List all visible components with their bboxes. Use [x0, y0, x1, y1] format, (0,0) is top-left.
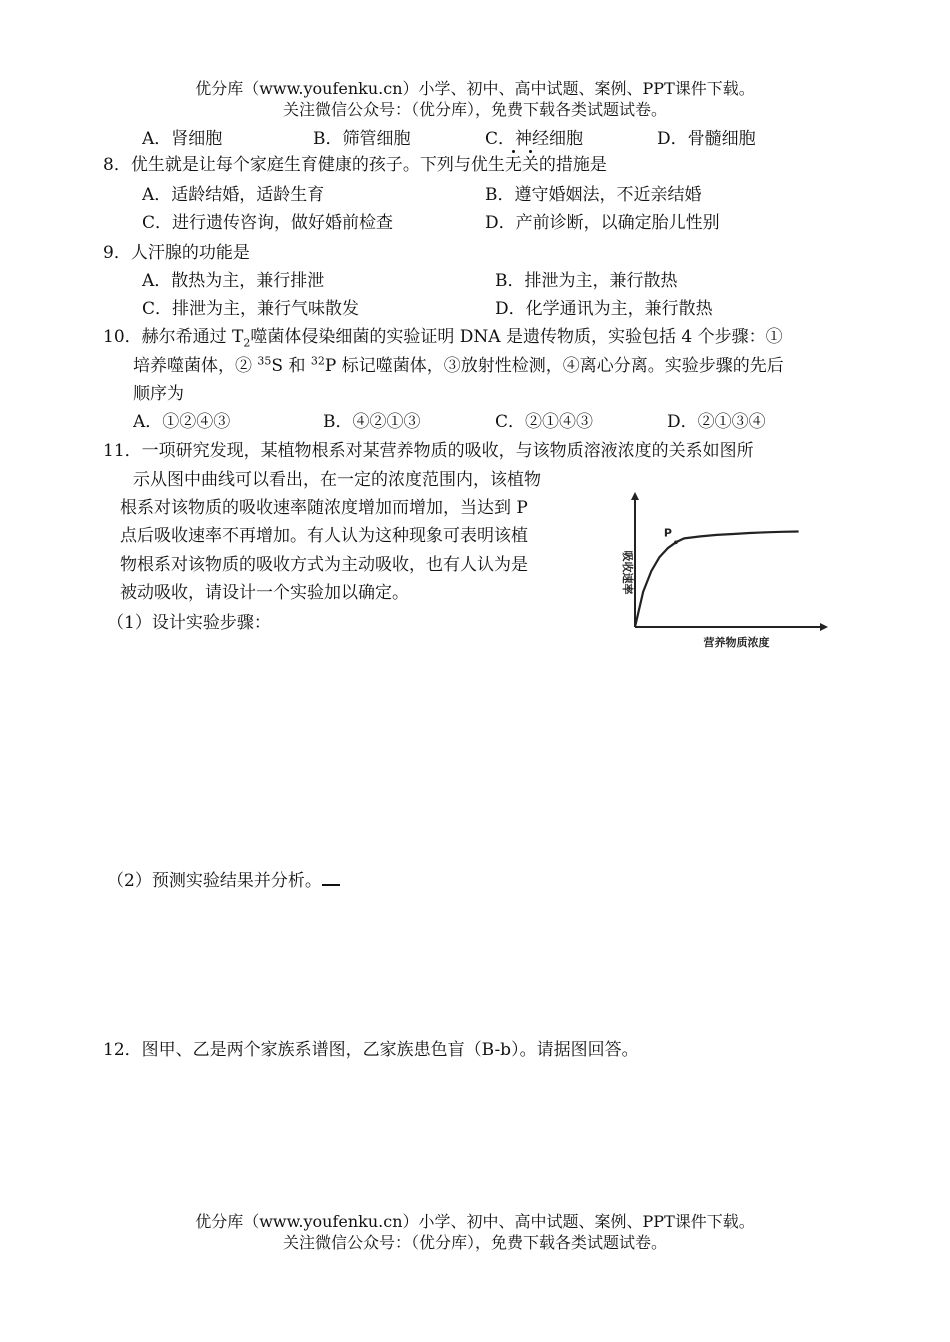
- q10-l1-a: 10．赫尔希通过 T: [103, 327, 244, 347]
- footer-line-2: 关注微信公众号：（优分库），免费下载各类试题试卷。: [282, 1233, 667, 1252]
- q11-part-2: [107, 868, 340, 892]
- q8-option-c: C．进行遗传咨询，做好婚前检查: [142, 213, 394, 233]
- q10-l1-sub: 2: [243, 336, 251, 350]
- q8-stem-emph-1: 无: [504, 155, 522, 175]
- point-p-marker: [674, 541, 678, 545]
- q7-option-a: A．肾细胞: [142, 129, 223, 149]
- x-axis-arrow: [820, 623, 828, 631]
- y-axis-label: 吸收速率: [621, 550, 634, 595]
- q10-option-d: D．②①③④: [667, 412, 766, 432]
- q11-line-1: 11．一项研究发现，某植物根系对某营养物质的吸收，与该物质溶液浓度的关系如图所: [103, 441, 754, 461]
- absorption-curve: [635, 532, 799, 628]
- q10-l2-b: S 和: [271, 356, 311, 376]
- q10-l2-sup-35: 35: [257, 354, 272, 368]
- q11-part-2-text: （2）预测实验结果并分析。: [107, 871, 322, 891]
- q9-option-c: C．排泄为主，兼行气味散发: [142, 299, 360, 319]
- q10-l1-b: 噬菌体侵染细菌的实验证明 DNA 是遗传物质，实验包括 4 个步骤：①: [250, 327, 783, 347]
- q11-line-3: 根系对该物质的吸收速率随浓度增加而增加，当达到 P: [120, 498, 528, 518]
- q10-l2-sup-32: 32: [310, 354, 325, 368]
- q10-l2-c: P 标记噬菌体，③放射性检测，④离心分离。实验步骤的先后: [324, 356, 784, 376]
- q7-option-d: D．骨髓细胞: [657, 129, 756, 149]
- q10-line-2: [133, 355, 784, 377]
- q10-line-3: 顺序为: [133, 384, 184, 404]
- q7-option-c: C．神经细胞: [485, 129, 584, 149]
- header-line-2: 关注微信公众号：（优分库），免费下载各类试题试卷。: [282, 100, 667, 119]
- point-p-label: P: [663, 526, 672, 540]
- q9-option-a: A．散热为主，兼行排泄: [142, 271, 325, 291]
- q9-option-d: D．化学通讯为主，兼行散热: [495, 299, 713, 319]
- q10-option-c: C．②①④③: [495, 412, 594, 432]
- q11-line-6: 被动吸收，请设计一个实验加以确定。: [120, 583, 409, 603]
- q11-absorption-chart: [600, 490, 835, 655]
- q8-stem: [103, 154, 607, 176]
- y-axis-arrow: [631, 492, 639, 500]
- footer-line-1: 优分库（www.youfenku.cn）小学、初中、高中试题、案例、PPT课件下载。: [195, 1212, 755, 1231]
- answer-blank[interactable]: [322, 868, 340, 886]
- q12-stem: 12．图甲、乙是两个家族系谱图，乙家族患色盲（B-b）。请据图回答。: [103, 1040, 639, 1060]
- q10-option-b: B．④②①③: [323, 412, 421, 432]
- q8-stem-post: 的措施是: [538, 155, 607, 175]
- q10-option-a: A．①②④③: [133, 412, 231, 432]
- q11-line-2: 示从图中曲线可以看出，在一定的浓度范围内，该植物: [133, 470, 541, 490]
- q10-line-1: [103, 326, 783, 348]
- q10-l2-a: 培养噬菌体，②: [133, 356, 258, 376]
- q8-option-d: D．产前诊断，以确定胎儿性别: [485, 213, 720, 233]
- q8-option-b: B．遵守婚姻法，不近亲结婚: [485, 185, 702, 205]
- q8-stem-pre: 8．优生就是让每个家庭生育健康的孩子。下列与优生: [103, 155, 505, 175]
- q9-option-b: B．排泄为主，兼行散热: [495, 271, 678, 291]
- q8-option-a: A．适龄结婚，适龄生育: [142, 185, 325, 205]
- q7-option-b: B．筛管细胞: [313, 129, 411, 149]
- x-axis-label: 营养物质浓度: [703, 636, 770, 649]
- q8-stem-emph-2: 关: [521, 155, 539, 175]
- q11-line-4: 点后吸收速率不再增加。有人认为这种现象可表明该植: [120, 526, 528, 546]
- q9-stem: 9．人汗腺的功能是: [103, 243, 250, 263]
- header-line-1: 优分库（www.youfenku.cn）小学、初中、高中试题、案例、PPT课件下载。: [195, 79, 755, 98]
- q11-part-1: （1）设计实验步骤：: [107, 613, 271, 633]
- q11-line-5: 物根系对该物质的吸收方式为主动吸收，也有人认为是: [120, 555, 528, 575]
